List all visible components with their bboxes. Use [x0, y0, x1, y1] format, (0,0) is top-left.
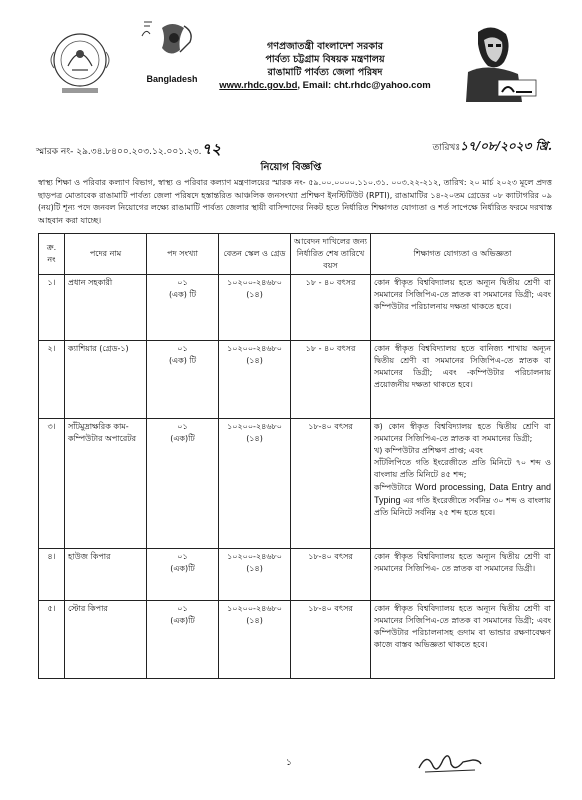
header-serial: ক্র. নং — [39, 234, 65, 275]
cell-count — [147, 601, 219, 679]
qualification-suffix: এর গতি ইংরেজীতে সর্বনিম্ন ৩০ শব্দ ও বাংলায় প্রতি মিনিটে সর্বনিম্ন ২৫ শব্দ হতে হবে। — [374, 496, 551, 517]
signature-icon — [415, 748, 485, 778]
cell-count — [147, 275, 219, 341]
vacancy-table — [38, 233, 555, 679]
scale-value: ১০২০০-২৪৬৮০ — [227, 552, 282, 561]
cell-post: ক্যাশিয়ার (গ্রেড-১) — [65, 341, 147, 419]
grade-value: (১৪) — [246, 564, 263, 573]
header-contact — [200, 79, 450, 92]
qualification-prefix: কম্পিউটারে — [374, 483, 412, 492]
table-header-row — [39, 234, 555, 275]
count-number: ০১ — [177, 422, 188, 431]
date-label: তারিখঃ — [432, 143, 461, 153]
qualification-line-d — [374, 481, 551, 519]
cell-scale — [219, 341, 291, 419]
qualification-line-c: সাঁটলিপিতে গতি ইংরেজীতে প্রতি মিনিটে ৭০ শব্দ ও বাংলায় প্রতি মিনিটে ৪৫ শব্দ; — [374, 458, 551, 479]
cell-qualification — [371, 419, 555, 549]
cell-qualification: কোন স্বীকৃত বিশ্ববিদ্যালয় হতে অন্যূন দ্বিতীয় শ্রেণী বা সমমানের সিজিপিএ-তে স্নাতক বা সমমানের ডিগ্রী; এবং কম্পিউটার পরিচালনাসহ গুদাম বা ভান্ডার রক্ষণাবেক্ষণ কাজে বাস্তব অভিজ্ঞতা থাকতে হবে। — [371, 601, 555, 679]
cell-qualification: কোন স্বীকৃত বিশ্ববিদ্যালয় হতে অন্যূন দ্বিতীয় শ্রেণী বা সমমানের সিজিপিএ-তে স্নাতক বা সমমানের ডিগ্রী; এবং কম্পিউটার পরিচালনায় দক্ষতা থাকতে হবে। — [371, 275, 555, 341]
header-age: আবেদন দাখিলের জন্য নির্ধারিত শেষ তারিখে বয়স — [291, 234, 371, 275]
cell-serial: ১। — [39, 275, 65, 341]
cell-post: স্টোর কিপার — [65, 601, 147, 679]
cell-scale — [219, 275, 291, 341]
header-post: পদের নাম — [65, 234, 147, 275]
memo-handwritten-number: ৭২ — [201, 140, 222, 158]
cell-post: সাঁটমুদ্রাক্ষরিক কাম-কম্পিউটার অপারেটর — [65, 419, 147, 549]
qualification-english: Word processing, Data Entry and Typing — [374, 482, 551, 505]
count-number: ০১ — [177, 278, 188, 287]
count-word: (এক)টি — [170, 434, 195, 443]
notice-title: নিয়োগ বিজ্ঞপ্তি — [260, 162, 322, 173]
count-number: ০১ — [177, 604, 188, 613]
scale-value: ১০২০০-২৪৬৮০ — [227, 604, 282, 613]
memo-date — [433, 138, 552, 158]
table-row — [39, 341, 555, 419]
cell-count — [147, 419, 219, 549]
grade-value: (১৪) — [246, 616, 263, 625]
cell-qualification: কোন স্বীকৃত বিশ্ববিদ্যালয় হতে অন্যূন দ্বিতীয় শ্রেণী বা সমমানের সিজিপিএ- তে স্নাতক বা সমমানের ডিগ্রী। — [371, 549, 555, 601]
header-line-2: পার্বত্য চট্টগ্রাম বিষয়ক মন্ত্রণালয় — [265, 54, 385, 65]
cell-age: ১৮-৪০ বৎসর — [291, 419, 371, 549]
grade-value: (১৪) — [246, 290, 263, 299]
bangladesh-logo-text: Bangladesh — [146, 74, 198, 84]
cell-count — [147, 549, 219, 601]
count-word: (এক)টি — [170, 564, 195, 573]
office-header — [200, 40, 450, 92]
email-text: , Email: cht.rhdc@yahoo.com — [297, 80, 431, 91]
cell-scale — [219, 601, 291, 679]
cell-count — [147, 341, 219, 419]
count-word: (এক)টি — [170, 616, 195, 625]
cell-age: ১৮-৪০ বৎসর — [291, 601, 371, 679]
table-row — [39, 275, 555, 341]
cell-serial: ৩। — [39, 419, 65, 549]
count-number: ০১ — [177, 552, 188, 561]
cell-post: হাউজ কিপার — [65, 549, 147, 601]
date-value: ১৭/০৮/২০২৩ খ্রি. — [460, 139, 552, 153]
count-word: (এক) টি — [168, 356, 197, 365]
cell-serial: ২। — [39, 341, 65, 419]
grade-value: (১৪) — [246, 356, 263, 365]
scale-value: ১০২০০-২৪৬৮০ — [227, 344, 282, 353]
portrait-logo-icon — [458, 22, 538, 102]
header-line-3: রাঙামাটি পার্বত্য জেলা পরিষদ — [267, 67, 383, 78]
cell-scale — [219, 549, 291, 601]
count-word: (এক) টি — [168, 290, 197, 299]
cell-serial: ৫। — [39, 601, 65, 679]
table-row — [39, 549, 555, 601]
website-link[interactable]: www.rhdc.gov.bd — [219, 80, 298, 91]
cell-age: ১৮ - ৪০ বৎসর — [291, 341, 371, 419]
memo-label: স্মারক নং- ২৯.৩৪.৮৪০০.২০৩.১২.০০১.২৩. — [36, 147, 202, 157]
cell-age: ১৮ - ৪০ বৎসর — [291, 275, 371, 341]
cell-serial: ৪। — [39, 549, 65, 601]
grade-value: (১৪) — [246, 434, 263, 443]
cell-post: প্রধান সহকারী — [65, 275, 147, 341]
table-row — [39, 601, 555, 679]
notice-intro: স্বাস্থ্য শিক্ষা ও পরিবার কল্যাণ বিভাগ, স্বাস্থ্য ও পরিবার কল্যাণ মন্ত্রণালয়ের স্মারক নং- ৫৯.০০.০০০০.১১০.৩১. ০০৩.২২-২১২, তারিখ: ২০ মার্চ ২০২৩ মূলে প্রদত্ত ছাড়পত্র মোতাবেক রাঙামাটি পার্বত্য জেলা পরিষদে হস্তান্তরিত আঞ্চলিক জনসংখ্যা প্রশিক্ষণ ইনস্টিটিউট (RPTI), রাঙামাটির ১৪-২০তম গ্রেডের ০৮ ক্যাটাগরির ০৯ (নয়)টি শূন্য পদে জনবল নিয়োগের লক্ষ্যে রাঙামাটি পার্বত্য জেলার স্থায়ী বাসিন্দাদের নিকট হতে নির্ধারিত শিক্ষাগত যোগ্যতা ও শর্ত সাপেক্ষে নির্ধারিত ফরমে দরখাস্ত আহবান করা যাচ্ছে। — [38, 178, 552, 225]
qualification-line-b: খ) কম্পিউটার প্রশিক্ষণ প্রাপ্ত; এবং — [374, 446, 483, 455]
government-emblem-icon — [40, 22, 122, 98]
cell-qualification: কোন স্বীকৃত বিশ্ববিদ্যালয় হতে বানিজ্য শাখায় অন্যূন দ্বিতীয় শ্রেণী বা সমমানের সিজিপিএ-তে স্নাতক বা সমমানের ডিগ্রী; এবং -কম্পিউটার পরিচালনায় প্রয়োজনীয় দক্ষতা থাকতে হবে। — [371, 341, 555, 419]
cell-age: ১৮-৪০ বৎসর — [291, 549, 371, 601]
table-row — [39, 419, 555, 549]
header-scale: বেতন স্কেল ও গ্রেড — [219, 234, 291, 275]
header-count: পদ সংখ্যা — [147, 234, 219, 275]
page-number: ১ — [286, 758, 292, 768]
scale-value: ১০২০০-২৪৬৮০ — [227, 278, 282, 287]
cell-scale — [219, 419, 291, 549]
scale-value: ১০২০০-২৪৬৮০ — [227, 422, 282, 431]
header-line-1: গণপ্রজাতন্ত্রী বাংলাদেশ সরকার — [267, 41, 383, 52]
count-number: ০১ — [177, 344, 188, 353]
qualification-line-a: ক) কোন স্বীকৃত বিশ্ববিদ্যালয় হতে দ্বিতীয় শ্রেণি বা সমমানের সিজিপিএ-তে স্নাতক বা সমমানের ডিগ্রী; — [374, 422, 551, 443]
header-logos — [40, 18, 220, 98]
header-qualification: শিক্ষাগত যোগ্যতা ও অভিজ্ঞতা — [371, 234, 555, 275]
reference-row — [36, 136, 552, 156]
